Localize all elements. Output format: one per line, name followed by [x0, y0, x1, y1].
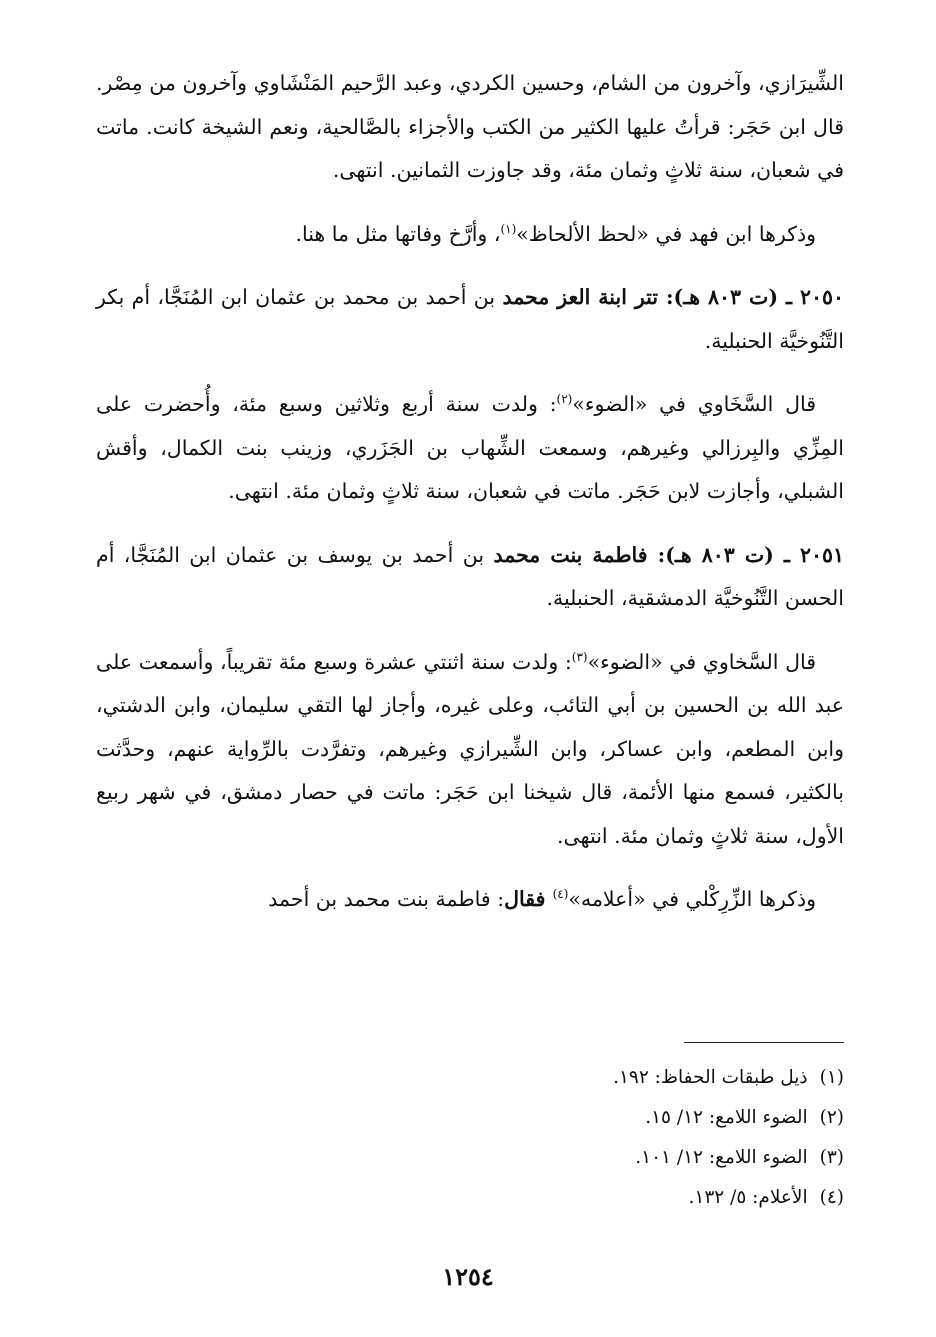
paragraph-text: : ولدت سنة أربع وثلاثين وسبع مئة، وأُحضرت على المِزِّي والبِرزالي وغيرهم، وسمعت الشِّهاب بن الجَزَري، وزينب بنت الكمال، وأقش الشبلي، وأجازت لابن حَجَر. ماتت في شعبان، سنة ثلاثٍ وثمان مئة. انتهى. — [96, 392, 844, 503]
footnote-ref-4[interactable]: (٤) — [552, 887, 569, 902]
footnote-text: الأعلام: ٥/ ١٣٢. — [688, 1187, 808, 1208]
entry-text: بن أحمد بن يوسف بن عثمان ابن المُنَجَّا، أم الحسن التَّنُوخيَّة الدمشقية، الحنبلية. — [96, 542, 844, 610]
paragraph-text: : فاطمة بنت محمد بن أحمد — [268, 887, 505, 911]
paragraph-text: ، وأرَّخ وفاتها مثل ما هنا. — [295, 221, 501, 246]
paragraph-ibn-fahd — [96, 213, 844, 257]
footnote-ref-3[interactable]: (٣) — [571, 649, 588, 664]
entry-heading: ٢٠٥١ ـ (ت ٨٠٣ هـ): فاطمة بنت محمد — [493, 542, 844, 567]
footnote-ref-2[interactable]: (٢) — [556, 392, 573, 407]
footnote-item — [96, 1058, 844, 1098]
footnote-item — [96, 1138, 844, 1178]
paragraph-zirikli — [96, 878, 844, 922]
footnote-number: (٢) — [819, 1107, 844, 1128]
paragraph-continuation — [96, 62, 844, 193]
page-body — [96, 62, 844, 942]
footnote-ref-1[interactable]: (١) — [500, 221, 517, 236]
paragraph-sakhawi-2 — [96, 641, 844, 859]
entry-heading: ٢٠٥٠ ـ (ت ٨٠٣ هـ): تتر ابنة العز محمد — [502, 285, 844, 309]
paragraph-text: قال السَّخاوي في «الضوء» — [587, 649, 817, 674]
footnote-text: ذيل طبقات الحفاظ: ١٩٢. — [613, 1067, 808, 1088]
footnotes — [96, 1058, 844, 1218]
footnote-divider — [684, 1042, 844, 1043]
footnote-number: (٤) — [819, 1187, 844, 1208]
footnote-item — [96, 1098, 844, 1138]
paragraph-text-bold: فقال — [504, 887, 553, 911]
paragraph-text: : ولدت سنة اثنتي عشرة وسبع مئة تقريباً، وأسمعت على عبد الله بن الحسين بن أبي التائب، وعلى غيره، وأجاز لها التقي سليمان، وابن الدشتي، وابن المطعم، وابن عساكر، وابن الشِّيرازي وغيرهم، وتفرَّدت بالرِّواية عنهم، وحدَّثت بالكثير، فسمع منها الأئمة، قال شيخنا ابن حَجَر: ماتت في حصار دمشق، في شهر ربيع الأول، سنة ثلاثٍ وثمان مئة. انتهى. — [96, 649, 844, 848]
paragraph-text: وذكرها ابن فهد في «لحظ الألحاظ» — [516, 221, 816, 246]
paragraph-text: وذكرها الزِّرِكْلي في «أعلامه» — [568, 887, 816, 911]
paragraph-text: الشِّيرَازي، وآخرون من الشام، وحسين الكردي، وعبد الرَّحيم المَنْشَاوي وآخرون من مِصْر. قال ابن حَجَر: قرأتُ عليها الكثير من الكتب والأجزاء بالصَّالحية، ونعم الشيخة كانت. ماتت في شعبان، سنة ثلاثٍ وثمان مئة، وقد جاوزت الثمانين. انتهى. — [96, 71, 844, 182]
footnote-number: (١) — [819, 1067, 844, 1088]
entry-2051 — [96, 534, 844, 621]
footnote-number: (٣) — [819, 1147, 844, 1168]
paragraph-sakhawi-1 — [96, 383, 844, 514]
entry-2050 — [96, 276, 844, 363]
paragraph-text: قال السَّخَاوي في «الضوء» — [572, 392, 817, 416]
footnote-text: الضوء اللامع: ١٢/ ١٥. — [645, 1107, 808, 1128]
entry-text: بن أحمد بن محمد بن عثمان ابن المُنَجَّا، أم بكر التَّنُوخيَّة الحنبلية. — [96, 285, 844, 353]
footnote-text: الضوء اللامع: ١٢/ ١٠١. — [635, 1147, 808, 1168]
footnote-item — [96, 1178, 844, 1218]
page-number: ١٢٥٤ — [442, 1262, 494, 1291]
